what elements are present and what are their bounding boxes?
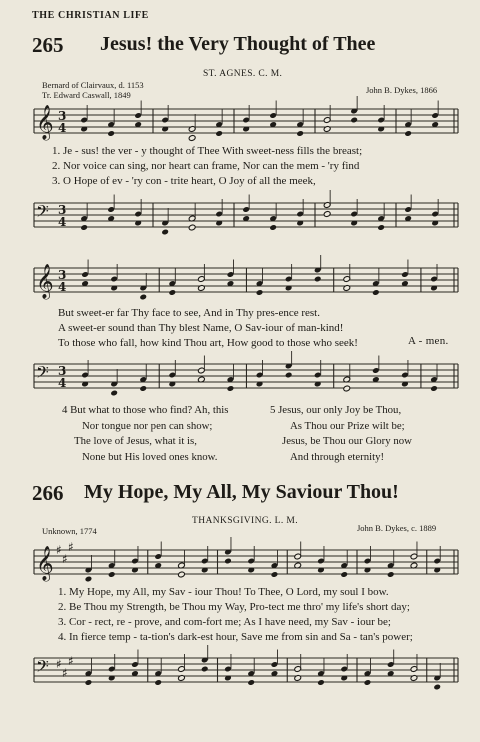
note-icon [314,276,322,283]
hymn-266-verse-1: 1. My Hope, my All, my Sav - iour Thou! To Thee, O Lord, my soul I bow. [58,586,389,598]
note-icon [139,294,147,301]
note-icon [317,679,325,686]
note-icon [256,289,264,296]
hymn-265-title: Jesus! the Very Thought of Thee [100,33,376,55]
stanza-4-line-2: Nor tongue nor pen can show; [82,419,213,432]
stanza-5-line-4: And through eternity! [290,450,385,463]
hymn-266-bass-staff [34,653,458,687]
hymn-265-verse-1-line-2: But sweet-er far Thy face to see, And in Thy pres-ence rest. [58,307,320,319]
note-icon [247,679,255,686]
note-icon [188,224,196,231]
running-head: THE CHRISTIAN LIFE [32,10,149,21]
time-signature-icon: 4 [58,215,67,229]
stanza-4-line-4: None but His loved ones know. [82,450,218,463]
sharp-icon: ♯ [62,552,68,566]
note-icon [404,130,412,137]
hymn-265-stanza-4 [62,403,228,465]
stanza-4-line-3: The love of Jesus, what it is, [74,435,197,447]
note-icon [154,679,162,686]
hymn-265-stanza-5 [270,403,412,465]
stanza-5-line-3: Jesus, be Thou our Glory now [282,435,412,447]
time-signature-icon: 3 [58,203,67,217]
note-icon [224,558,232,565]
hymn-265-treble-staff-2 [34,263,458,297]
treble-clef-icon: 𝄞 [36,546,54,581]
bass-clef-icon: 𝄢 [36,201,49,225]
sharp-icon: ♯ [62,666,68,680]
hymn-266-verse-2: 2. Be Thou my Strength, be Thou my Way, Pro-tect me thro' my life's short day; [58,601,410,613]
treble-clef-icon: 𝄞 [36,264,54,299]
note-icon [269,224,277,231]
note-icon [430,385,438,392]
stanza-5-line-1: 5 Jesus, our only Joy be Thou, [270,404,402,416]
note-icon [188,135,196,142]
hymn-266-verse-3: 3. Cor - rect, re - prove, and com-fort me; As I have need, my Sav - iour be; [58,616,391,628]
amen-label: A - men. [408,335,449,347]
sharp-icon: ♯ [56,543,62,557]
note-icon [296,130,304,137]
note-icon [215,130,223,137]
note-icon [168,289,176,296]
note-icon [343,385,351,392]
hymn-265-tune: ST. AGNES. C. M. [203,69,283,79]
hymn-266-verse-4: 4. In fierce temp - ta-tion's dark-est hour, Save me from sin and Sa - tan's power; [58,631,413,643]
time-signature-icon: 4 [58,121,67,135]
hymn-266-music-credit: John B. Dykes, c. 1889 [357,523,437,533]
note-icon [387,571,395,578]
hymn-265-bass-staff-1 [34,198,458,232]
hymn-265-text-credit-1: Bernard of Clairvaux, d. 1153 [42,80,144,90]
note-icon [323,211,331,218]
hymn-265-text-credit-2: Tr. Edward Caswall, 1849 [42,90,131,100]
note-icon [364,679,372,686]
stanza-5-line-2: As Thou our Prize wilt be; [290,419,405,432]
treble-clef-icon: 𝄞 [36,105,54,140]
bass-clef-icon: 𝄢 [36,362,49,386]
time-signature-icon: 3 [58,268,67,282]
time-signature-icon: 4 [58,280,67,294]
note-icon [350,117,358,124]
hymn-265-verse-1-line-1: 1. Je - sus! the ver - y thought of Thee With sweet-ness fills the breast; [52,145,363,157]
hymn-265-verse-3-line-1: 3. O Hope of ev - 'ry con - trite heart, O Joy of all the meek, [52,175,316,187]
note-icon [271,571,279,578]
note-icon [377,224,385,231]
hymn-265-verse-3-line-2: To those who fall, how kind Thou art, How good to those who seek! [58,337,358,349]
note-icon [433,684,441,691]
hymn-265-treble-staff-1 [34,104,458,138]
sharp-icon: ♯ [68,540,74,554]
note-icon [372,289,380,296]
note-icon [139,385,147,392]
hymn-265-verse-2-line-1: 2. Nor voice can sing, nor heart can frame, Nor can the mem - 'ry find [52,160,360,172]
hymn-265-verse-2-line-2: A sweet-er sound than Thy blest Name, O Sav-iour of man-kind! [58,322,344,334]
note-icon [340,571,348,578]
note-icon [201,666,209,673]
note-icon [285,372,293,379]
note-icon [227,385,235,392]
note-icon [80,224,88,231]
note-icon [108,571,116,578]
hymn-266-treble-staff [34,540,458,581]
stanza-4-line-1: 4 But what to those who find? Ah, this [62,404,229,416]
note-icon [161,229,169,236]
bass-clef-icon: 𝄢 [36,656,49,680]
note-icon [178,571,186,578]
hymn-266-number: 266 [32,481,64,505]
hymn-265-number: 265 [32,33,64,57]
time-signature-icon: 3 [58,364,67,378]
time-signature-icon: 3 [58,109,67,123]
note-icon [85,679,93,686]
note-icon [110,390,118,397]
sharp-icon: ♯ [56,657,62,671]
note-icon [107,130,115,137]
note-icon [85,576,93,583]
hymn-266-tune: THANKSGIVING. L. M. [192,516,299,526]
hymn-266-text-credit: Unknown, 1774 [42,526,97,536]
sharp-icon: ♯ [68,654,74,668]
time-signature-icon: 4 [58,376,67,390]
hymn-266-title: My Hope, My All, My Saviour Thou! [84,481,399,503]
hymn-265-bass-staff-2 [34,359,458,393]
hymn-265-music-credit: John B. Dykes, 1866 [366,85,438,95]
